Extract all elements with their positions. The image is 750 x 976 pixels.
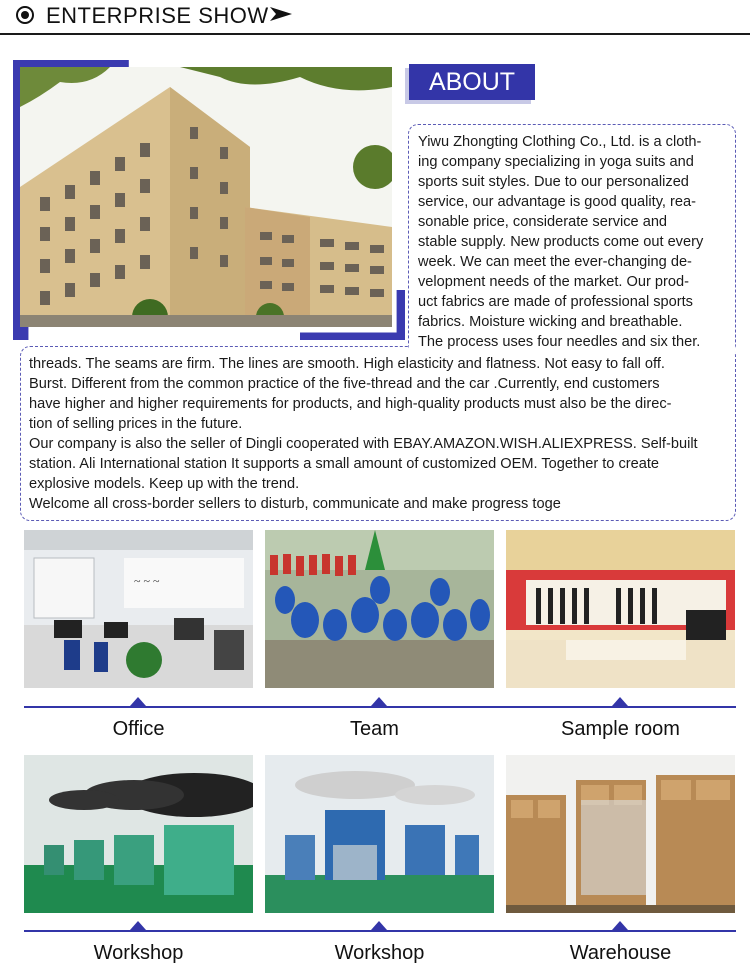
about-line: tion of selling prices in the future. — [29, 416, 243, 432]
svg-text:~ ~ ~: ~ ~ ~ — [134, 574, 160, 588]
about-line: Our company is also the seller of Dingli cooperated with EBAY.AMAZON.WISH.ALIEXPRESS. Self-built — [29, 436, 698, 452]
row-divider — [24, 706, 736, 708]
section-title: ENTERPRISE SHOW — [46, 3, 269, 28]
sample-room-photo — [506, 530, 735, 688]
about-line: explosive models. Keep up with the trend. — [29, 476, 300, 492]
section-header — [0, 0, 750, 34]
gallery-caption: Warehouse — [569, 942, 672, 964]
company-building-photo — [20, 67, 392, 327]
warehouse-photo — [506, 755, 735, 913]
about-line: service, our advantage is good quality, rea- — [418, 194, 696, 210]
about-line: stable supply. New products come out every — [418, 234, 704, 250]
workshop-photo — [265, 755, 494, 913]
tile-marker-icon — [371, 697, 387, 706]
arrow-right-icon — [270, 5, 292, 23]
about-line: sonable price, considerate service and — [418, 214, 668, 230]
tile-marker-icon — [612, 697, 628, 706]
about-line: The process uses four needles and six ther. — [418, 334, 701, 350]
gallery-caption: Office — [112, 718, 165, 740]
about-line: have higher and higher requirements for products, and high-quality products must also be the direc- — [29, 396, 672, 412]
about-line: Welcome all cross-border sellers to disturb, communicate and make progress toge — [29, 496, 561, 512]
about-line: week. We can meet the ever-changing de- — [418, 254, 692, 270]
office-photo — [24, 530, 253, 688]
about-us-label: ABOUT US — [409, 64, 535, 100]
tile-marker-icon — [612, 921, 628, 930]
about-line: station. Ali International station It supports a small amount of customized OEM. Together to create — [29, 456, 660, 472]
about-line: threads. The seams are firm. The lines are smooth. High elasticity and flatness. Not easy to fall off. — [29, 356, 665, 372]
about-line: sports suit styles. Due to our personalized — [418, 174, 689, 190]
about-line: Yiwu Zhongting Clothing Co., Ltd. is a cloth- — [418, 134, 702, 150]
about-line: velopment needs of the market. Our prod- — [418, 274, 689, 290]
gallery-caption: Workshop — [334, 942, 425, 964]
about-text-full — [29, 354, 729, 514]
about-line: ing company specializing in yoga suits and — [418, 154, 694, 170]
gallery-caption: Sample room — [561, 718, 680, 740]
tile-marker-icon — [130, 921, 146, 930]
about-line: Burst. Different from the common practice of the five-thread and the car .Currently, end customers — [29, 376, 660, 392]
header-divider — [0, 33, 750, 35]
workshop-photo — [24, 755, 253, 913]
about-line: fabrics. Moisture wicking and breathable. — [418, 314, 683, 330]
radio-bullet-icon — [16, 6, 34, 24]
row-divider — [24, 930, 736, 932]
about-text-right — [418, 132, 732, 352]
gallery-caption: Team — [350, 718, 399, 740]
team-photo — [265, 530, 494, 688]
tile-marker-icon — [130, 697, 146, 706]
tile-marker-icon — [371, 921, 387, 930]
about-line: uct fabrics are made of professional sports — [418, 294, 693, 310]
gallery-caption: Workshop — [93, 942, 184, 964]
